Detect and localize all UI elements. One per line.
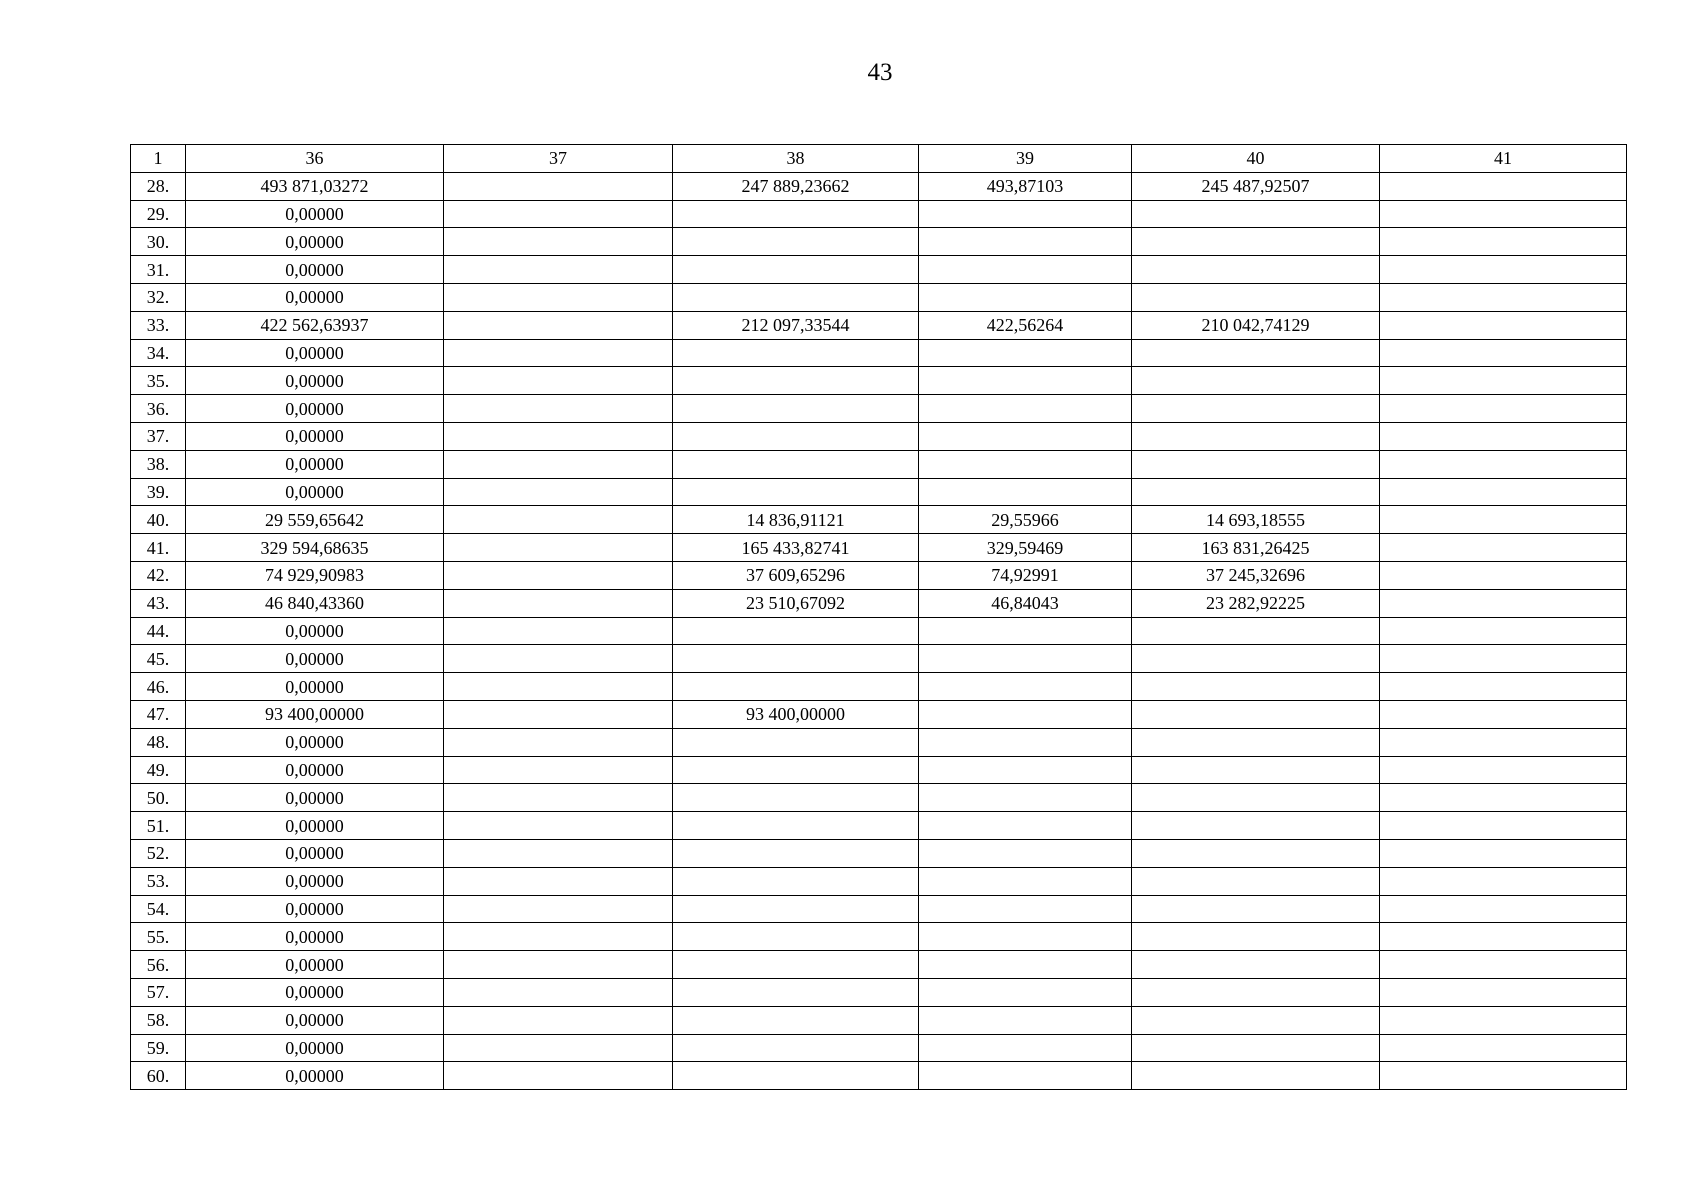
table-cell — [673, 867, 919, 895]
page-number: 43 — [867, 59, 893, 86]
table-cell — [919, 784, 1132, 812]
table-row — [131, 895, 1627, 923]
table-row — [131, 645, 1627, 673]
table-cell — [1380, 534, 1627, 562]
table-cell — [919, 1062, 1132, 1090]
table-cell — [673, 1006, 919, 1034]
table-cell — [444, 923, 673, 951]
table-header — [131, 145, 1627, 173]
table-cell — [919, 978, 1132, 1006]
table-cell: 23 510,67092 — [673, 589, 919, 617]
table-cell — [1132, 700, 1380, 728]
row-number-cell: 49. — [131, 756, 186, 784]
table-cell — [1380, 228, 1627, 256]
table-cell — [673, 1062, 919, 1090]
table-cell — [919, 450, 1132, 478]
header-row — [131, 145, 1627, 173]
table-cell: 0,00000 — [186, 1034, 444, 1062]
table-cell — [444, 673, 673, 701]
table-cell: 493,87103 — [919, 172, 1132, 200]
table-cell — [1132, 228, 1380, 256]
row-number-cell: 34. — [131, 339, 186, 367]
table-cell — [444, 395, 673, 423]
table-cell: 93 400,00000 — [673, 700, 919, 728]
table-cell — [919, 617, 1132, 645]
table-cell — [1132, 339, 1380, 367]
table-cell: 0,00000 — [186, 895, 444, 923]
table-cell: 74 929,90983 — [186, 561, 444, 589]
column-header: 1 — [131, 145, 186, 173]
table-cell: 0,00000 — [186, 339, 444, 367]
table-cell — [1380, 311, 1627, 339]
table-cell — [1132, 895, 1380, 923]
table-row — [131, 339, 1627, 367]
table-cell — [1132, 367, 1380, 395]
table-cell — [444, 728, 673, 756]
column-header: 36 — [186, 145, 444, 173]
table-cell — [1132, 784, 1380, 812]
table-cell — [444, 422, 673, 450]
table-cell — [919, 645, 1132, 673]
table-cell — [444, 895, 673, 923]
table-cell — [673, 256, 919, 284]
table-cell — [444, 867, 673, 895]
table-cell — [1380, 839, 1627, 867]
table-cell — [444, 645, 673, 673]
table-cell — [1380, 506, 1627, 534]
table-row — [131, 422, 1627, 450]
table-row — [131, 1034, 1627, 1062]
table-cell — [444, 200, 673, 228]
table-cell — [444, 367, 673, 395]
table-cell: 0,00000 — [186, 450, 444, 478]
table-cell: 37 609,65296 — [673, 561, 919, 589]
table-cell — [1132, 867, 1380, 895]
table-cell — [919, 200, 1132, 228]
table-cell — [1380, 923, 1627, 951]
table-cell: 46,84043 — [919, 589, 1132, 617]
table-row — [131, 367, 1627, 395]
table-row — [131, 450, 1627, 478]
row-number-cell: 60. — [131, 1062, 186, 1090]
table-cell — [1380, 339, 1627, 367]
table-row — [131, 534, 1627, 562]
column-header: 41 — [1380, 145, 1627, 173]
table-cell — [1132, 450, 1380, 478]
table-cell — [1380, 256, 1627, 284]
table-cell — [673, 283, 919, 311]
table-cell — [444, 978, 673, 1006]
table-row — [131, 978, 1627, 1006]
table-cell — [919, 1006, 1132, 1034]
table-cell — [444, 1006, 673, 1034]
table-cell — [1132, 951, 1380, 979]
table-cell — [1132, 978, 1380, 1006]
row-number-cell: 28. — [131, 172, 186, 200]
table-cell — [919, 1034, 1132, 1062]
table-cell — [1132, 728, 1380, 756]
table-cell — [444, 534, 673, 562]
table-cell — [444, 839, 673, 867]
row-number-cell: 40. — [131, 506, 186, 534]
table-cell — [919, 839, 1132, 867]
table-cell — [673, 1034, 919, 1062]
table-row — [131, 700, 1627, 728]
table-row — [131, 561, 1627, 589]
table-cell: 0,00000 — [186, 784, 444, 812]
row-number-cell: 46. — [131, 673, 186, 701]
column-header: 40 — [1132, 145, 1380, 173]
table-row — [131, 839, 1627, 867]
table-cell — [1380, 172, 1627, 200]
table-cell — [1132, 645, 1380, 673]
table-cell — [673, 228, 919, 256]
table-cell — [1380, 283, 1627, 311]
table-cell: 0,00000 — [186, 256, 444, 284]
table-row — [131, 228, 1627, 256]
table-body — [131, 172, 1627, 1089]
table-cell: 46 840,43360 — [186, 589, 444, 617]
row-number-cell: 42. — [131, 561, 186, 589]
table-cell — [919, 228, 1132, 256]
row-number-cell: 32. — [131, 283, 186, 311]
table-cell — [1380, 812, 1627, 840]
table-cell — [673, 422, 919, 450]
table-cell — [919, 256, 1132, 284]
row-number-cell: 52. — [131, 839, 186, 867]
table-cell — [444, 951, 673, 979]
table-cell: 0,00000 — [186, 228, 444, 256]
row-number-cell: 33. — [131, 311, 186, 339]
table-row — [131, 784, 1627, 812]
table-cell — [673, 478, 919, 506]
table-cell — [919, 728, 1132, 756]
table-row — [131, 478, 1627, 506]
table-cell: 0,00000 — [186, 478, 444, 506]
table-cell: 0,00000 — [186, 617, 444, 645]
row-number-cell: 50. — [131, 784, 186, 812]
table-cell — [444, 700, 673, 728]
table-cell: 0,00000 — [186, 422, 444, 450]
table-cell — [444, 506, 673, 534]
table-cell — [673, 923, 919, 951]
table-cell: 0,00000 — [186, 283, 444, 311]
table-cell: 37 245,32696 — [1132, 561, 1380, 589]
table-row — [131, 506, 1627, 534]
table-cell — [673, 784, 919, 812]
table-cell — [1380, 617, 1627, 645]
table-cell: 245 487,92507 — [1132, 172, 1380, 200]
table-cell — [1380, 645, 1627, 673]
row-number-cell: 53. — [131, 867, 186, 895]
table-cell — [1380, 561, 1627, 589]
table-cell — [1132, 200, 1380, 228]
table-cell — [919, 283, 1132, 311]
table-cell: 0,00000 — [186, 728, 444, 756]
table-cell — [673, 645, 919, 673]
table-cell — [1132, 283, 1380, 311]
table-cell — [673, 812, 919, 840]
table-cell — [919, 478, 1132, 506]
table-cell: 0,00000 — [186, 867, 444, 895]
table-cell — [1132, 839, 1380, 867]
table-cell — [1132, 1034, 1380, 1062]
table-cell — [444, 172, 673, 200]
table-cell — [1380, 589, 1627, 617]
row-number-cell: 45. — [131, 645, 186, 673]
table-cell: 0,00000 — [186, 1062, 444, 1090]
table-cell — [1380, 367, 1627, 395]
table-cell — [1132, 673, 1380, 701]
row-number-cell: 36. — [131, 395, 186, 423]
table-cell — [444, 478, 673, 506]
table-cell — [444, 589, 673, 617]
row-number-cell: 31. — [131, 256, 186, 284]
table-cell: 0,00000 — [186, 978, 444, 1006]
table-cell — [673, 367, 919, 395]
table-cell — [1380, 700, 1627, 728]
table-cell — [919, 812, 1132, 840]
table-cell — [444, 311, 673, 339]
table-cell — [1380, 978, 1627, 1006]
table-cell — [673, 728, 919, 756]
table-cell — [444, 1062, 673, 1090]
table-cell: 29,55966 — [919, 506, 1132, 534]
table-row — [131, 395, 1627, 423]
column-header: 38 — [673, 145, 919, 173]
table-cell — [444, 784, 673, 812]
row-number-cell: 39. — [131, 478, 186, 506]
row-number-cell: 43. — [131, 589, 186, 617]
table-cell: 74,92991 — [919, 561, 1132, 589]
table-row — [131, 617, 1627, 645]
row-number-cell: 56. — [131, 951, 186, 979]
row-number-cell: 54. — [131, 895, 186, 923]
table-row — [131, 1062, 1627, 1090]
table-row — [131, 311, 1627, 339]
table-cell: 0,00000 — [186, 812, 444, 840]
row-number-cell: 29. — [131, 200, 186, 228]
table-cell: 0,00000 — [186, 839, 444, 867]
table-cell: 210 042,74129 — [1132, 311, 1380, 339]
table-cell — [1380, 784, 1627, 812]
table-cell: 212 097,33544 — [673, 311, 919, 339]
table-cell — [1132, 256, 1380, 284]
row-number-cell: 51. — [131, 812, 186, 840]
table-cell: 0,00000 — [186, 395, 444, 423]
row-number-cell: 44. — [131, 617, 186, 645]
table-row — [131, 812, 1627, 840]
table-row — [131, 200, 1627, 228]
table-cell — [673, 395, 919, 423]
table-cell: 93 400,00000 — [186, 700, 444, 728]
row-number-cell: 55. — [131, 923, 186, 951]
table-cell — [1380, 728, 1627, 756]
row-number-cell: 48. — [131, 728, 186, 756]
table-row — [131, 589, 1627, 617]
table-cell: 0,00000 — [186, 645, 444, 673]
table-cell — [444, 561, 673, 589]
table-cell — [673, 839, 919, 867]
row-number-cell: 41. — [131, 534, 186, 562]
data-table — [130, 144, 1627, 1090]
table-cell — [919, 951, 1132, 979]
table-cell — [444, 1034, 673, 1062]
table-row — [131, 172, 1627, 200]
table-cell — [673, 673, 919, 701]
table-cell: 422,56264 — [919, 311, 1132, 339]
table-cell: 0,00000 — [186, 367, 444, 395]
table-cell — [919, 923, 1132, 951]
table-cell: 493 871,03272 — [186, 172, 444, 200]
table-cell: 0,00000 — [186, 756, 444, 784]
table-cell — [1132, 1006, 1380, 1034]
table-cell — [673, 339, 919, 367]
column-header: 39 — [919, 145, 1132, 173]
table-cell: 0,00000 — [186, 200, 444, 228]
table-cell — [919, 756, 1132, 784]
table-cell — [673, 978, 919, 1006]
table-cell — [1132, 756, 1380, 784]
table-cell — [673, 200, 919, 228]
table-cell — [1380, 673, 1627, 701]
table-cell — [1132, 395, 1380, 423]
table-cell — [673, 450, 919, 478]
table-cell — [444, 228, 673, 256]
row-number-cell: 59. — [131, 1034, 186, 1062]
table-cell: 0,00000 — [186, 951, 444, 979]
table-cell — [1380, 395, 1627, 423]
table-row — [131, 756, 1627, 784]
table-cell — [673, 895, 919, 923]
table-row — [131, 923, 1627, 951]
table-cell: 14 836,91121 — [673, 506, 919, 534]
table-row — [131, 256, 1627, 284]
table-cell — [444, 256, 673, 284]
table-cell — [444, 756, 673, 784]
table-cell — [1380, 1006, 1627, 1034]
table-row — [131, 673, 1627, 701]
table-row — [131, 1006, 1627, 1034]
table-cell — [1132, 478, 1380, 506]
table-cell: 247 889,23662 — [673, 172, 919, 200]
table-cell — [919, 700, 1132, 728]
table-cell: 329,59469 — [919, 534, 1132, 562]
row-number-cell: 47. — [131, 700, 186, 728]
table-cell — [1132, 1062, 1380, 1090]
column-header: 37 — [444, 145, 673, 173]
table-cell — [1132, 923, 1380, 951]
table-cell — [1380, 478, 1627, 506]
table-cell: 422 562,63937 — [186, 311, 444, 339]
table-row — [131, 867, 1627, 895]
table-row — [131, 951, 1627, 979]
table-cell — [1380, 200, 1627, 228]
table-cell: 29 559,65642 — [186, 506, 444, 534]
row-number-cell: 38. — [131, 450, 186, 478]
row-number-cell: 57. — [131, 978, 186, 1006]
table-cell — [919, 367, 1132, 395]
table-cell: 0,00000 — [186, 673, 444, 701]
table-cell: 23 282,92225 — [1132, 589, 1380, 617]
table-cell — [444, 339, 673, 367]
row-number-cell: 37. — [131, 422, 186, 450]
table-cell — [919, 867, 1132, 895]
table-cell — [1380, 895, 1627, 923]
table-cell — [1380, 1062, 1627, 1090]
table-cell — [1380, 756, 1627, 784]
table-cell — [444, 812, 673, 840]
table-row — [131, 728, 1627, 756]
table-cell — [673, 756, 919, 784]
table-cell: 14 693,18555 — [1132, 506, 1380, 534]
table-cell — [919, 339, 1132, 367]
row-number-cell: 30. — [131, 228, 186, 256]
table-cell — [919, 673, 1132, 701]
table-cell — [919, 395, 1132, 423]
table-cell — [1380, 1034, 1627, 1062]
table-cell: 0,00000 — [186, 923, 444, 951]
table-cell — [444, 617, 673, 645]
table-cell — [1132, 812, 1380, 840]
table-cell — [673, 951, 919, 979]
table-cell: 329 594,68635 — [186, 534, 444, 562]
row-number-cell: 58. — [131, 1006, 186, 1034]
table-cell — [1380, 867, 1627, 895]
table-cell — [673, 617, 919, 645]
row-number-cell: 35. — [131, 367, 186, 395]
table-cell — [1380, 951, 1627, 979]
table-row — [131, 283, 1627, 311]
table-cell — [1132, 617, 1380, 645]
table-cell — [919, 895, 1132, 923]
table-cell: 163 831,26425 — [1132, 534, 1380, 562]
table-cell: 165 433,82741 — [673, 534, 919, 562]
table-cell — [919, 422, 1132, 450]
table-cell — [1380, 450, 1627, 478]
table-cell — [1380, 422, 1627, 450]
table-cell — [444, 283, 673, 311]
table-cell — [1132, 422, 1380, 450]
table-cell: 0,00000 — [186, 1006, 444, 1034]
table-cell — [444, 450, 673, 478]
